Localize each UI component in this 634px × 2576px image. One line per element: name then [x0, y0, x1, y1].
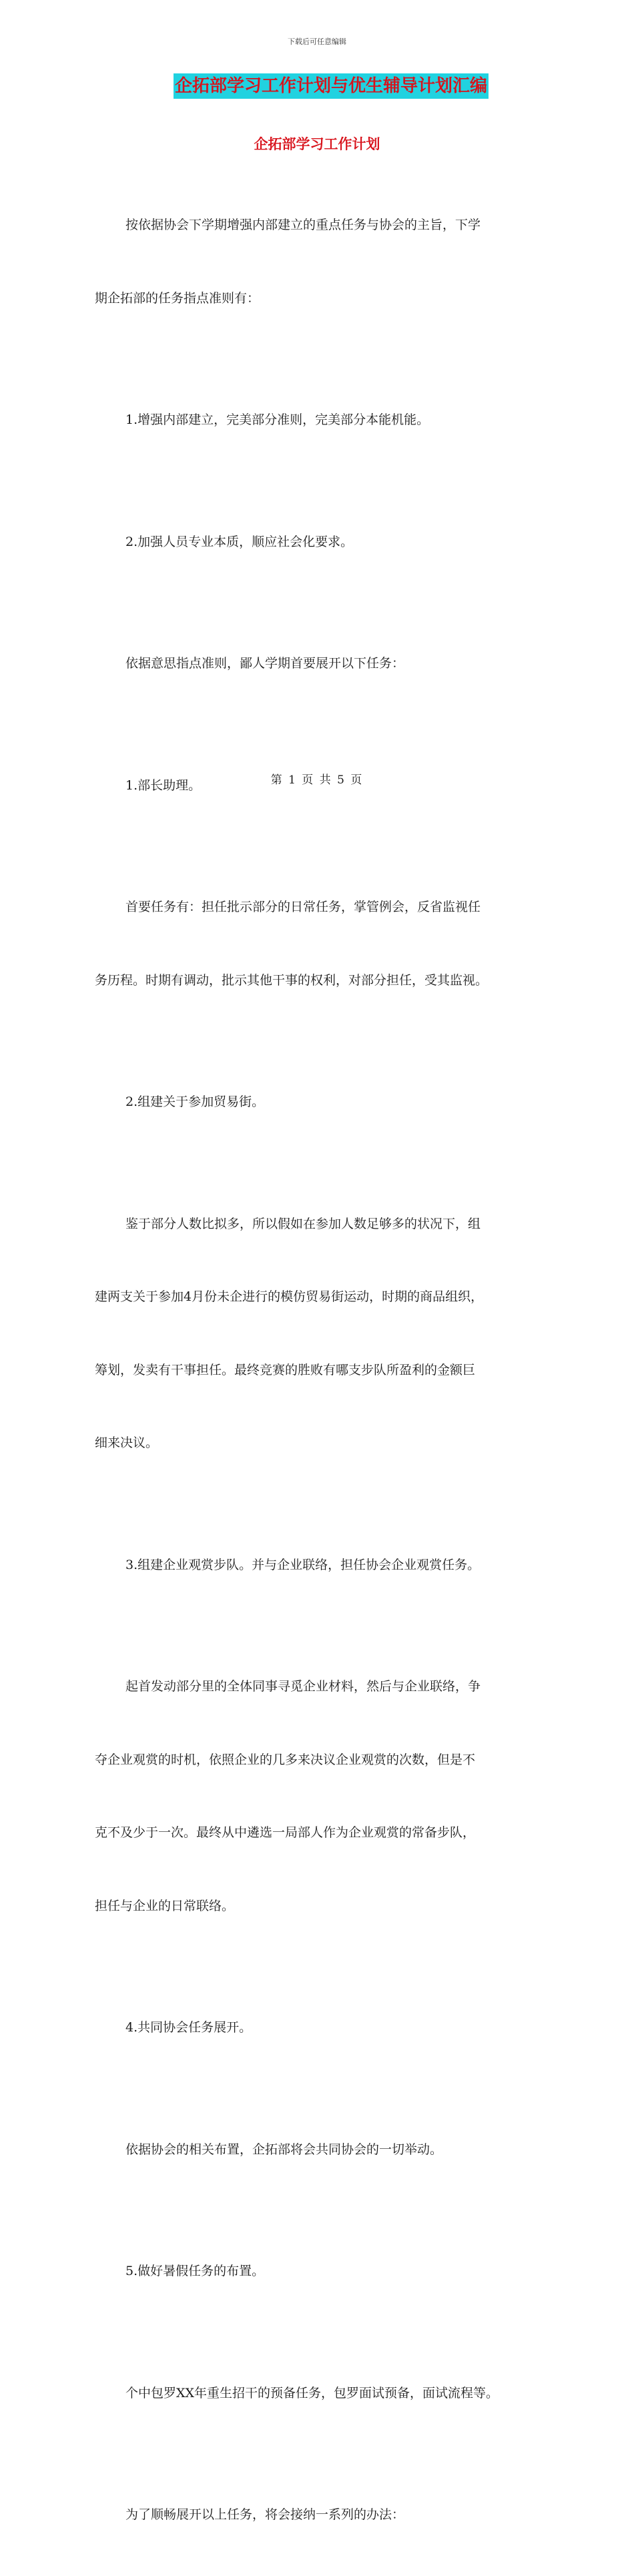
paragraph [95, 1504, 549, 1626]
paragraph-line: 4.共同协会任务展开。 [125, 2020, 252, 2035]
paragraph-line: 1.增强内部建立，完美部分准则，完美部分本能机能。 [125, 412, 430, 427]
header-note: 下载后可任意编辑 [288, 37, 346, 46]
paragraph [95, 2332, 549, 2455]
paragraph-line: 鉴于部分人数比拟多，所以假如在参加人数足够多的状况下，组 [125, 1216, 481, 1231]
paragraph [95, 1626, 549, 1967]
paragraph-line: 夺企业观赏的时机，依照企业的几多来决议企业观赏的次数，但是不 [95, 1752, 476, 1767]
paragraph-line: 担任与企业的日常联络。 [95, 1898, 235, 1913]
page-footer: 第 1 页 共 5 页 [270, 773, 364, 787]
paragraph [95, 359, 549, 481]
paragraph [95, 1163, 549, 1504]
paragraph-line: 个中包罗XX年重生招干的预备任务，包罗面试预备，面试流程等。 [125, 2385, 499, 2400]
paragraph-line: 建两支关于参加4月份未企进行的模仿贸易街运动，时期的商品组织， [95, 1289, 484, 1304]
document-title: 企拓部学习工作计划与优生辅导计划汇编 [174, 73, 489, 99]
paragraph-line: 首要任务有：担任批示部分的日常任务，掌管例会，反省监视任 [125, 900, 481, 914]
paragraph [95, 1967, 549, 2089]
paragraph-line: 按依据协会下学期增强内部建立的重点任务与协会的主旨，下学 [125, 218, 481, 232]
paragraph [95, 2454, 549, 2576]
paragraph [95, 481, 549, 603]
document-body [95, 164, 549, 2576]
paragraph-line: 起首发动部分里的全体同事寻觅企业材料，然后与企业联络，争 [125, 1679, 481, 1694]
paragraph [95, 2089, 549, 2211]
paragraph-line: 期企拓部的任务指点准则有： [95, 290, 260, 306]
paragraph [95, 603, 549, 725]
paragraph-line: 务历程。时期有调动，批示其他干事的权利，对部分担任，受其监视。 [95, 972, 489, 988]
paragraph-line: 克不及少于一次。最终从中遴选一局部人作为企业观赏的常备步队， [95, 1825, 476, 1840]
paragraph-line: 为了顺畅展开以上任务，将会接纳一系列的办法： [125, 2507, 405, 2522]
paragraph [95, 1041, 549, 1163]
paragraph-line: 依据意思指点准则，鄙人学期首要展开以下任务： [125, 656, 405, 671]
paragraph [95, 2210, 549, 2332]
paragraph-line: 2.加强人员专业本质，顺应社会化要求。 [125, 534, 354, 549]
paragraph-line: 5.做好暑假任务的布置。 [125, 2264, 265, 2278]
paragraph-line: 依据协会的相关布置，企拓部将会共同协会的一切举动。 [125, 2142, 443, 2157]
paragraph-line: 1.部长助理。 [125, 777, 202, 793]
paragraph-line: 筹划，发卖有干事担任。最终竞赛的胜败有哪支步队所盈利的金额巨 [95, 1362, 476, 1377]
section-title: 企拓部学习工作计划 [254, 136, 380, 152]
paragraph-line: 细来决议。 [95, 1435, 159, 1450]
paragraph-line: 3.组建企业观赏步队。并与企业联络，担任协会企业观赏任务。 [125, 1557, 481, 1572]
paragraph [95, 164, 549, 359]
paragraph-line: 2.组建关于参加贸易街。 [125, 1094, 265, 1109]
paragraph [95, 846, 549, 1041]
